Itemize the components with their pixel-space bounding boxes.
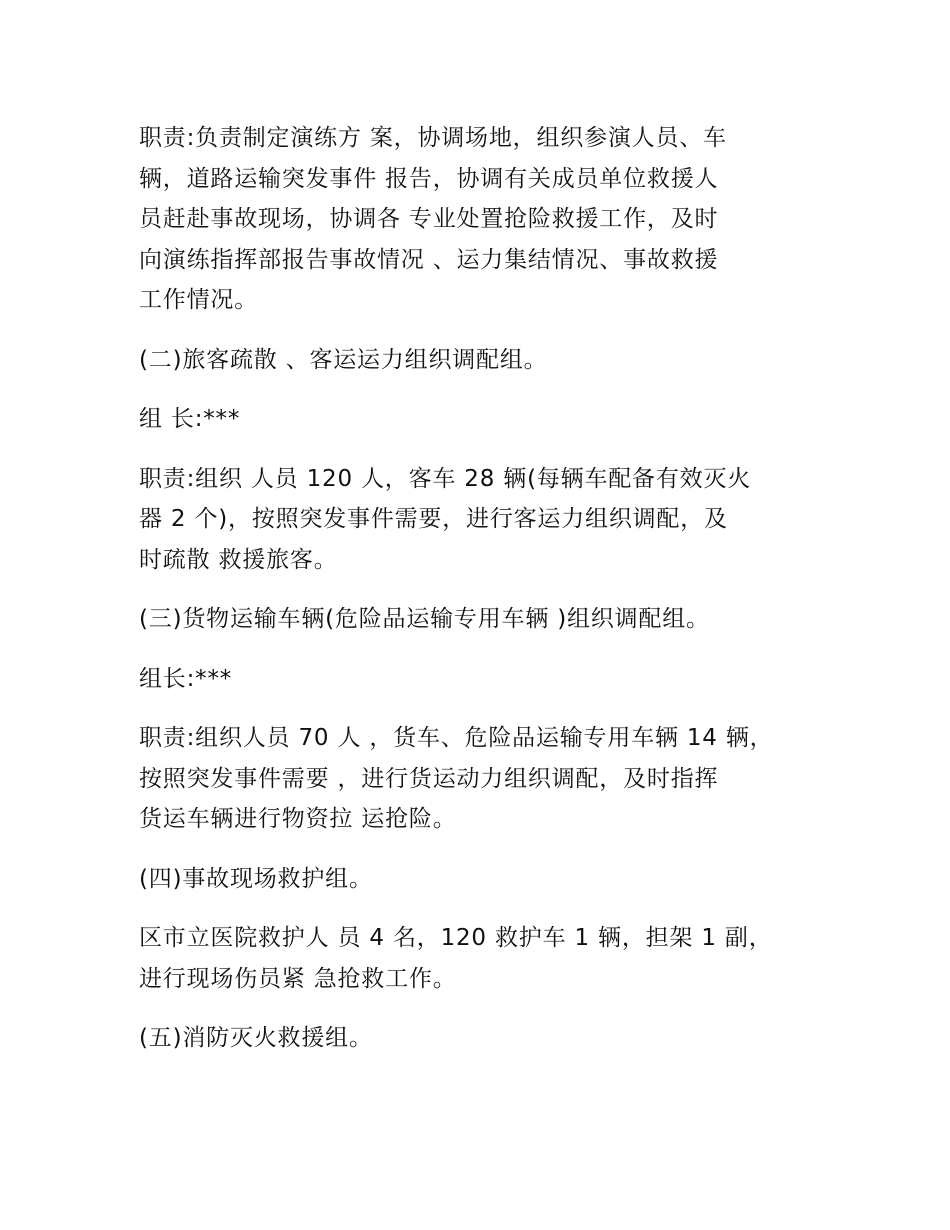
text-line: 组长:*** (139, 665, 233, 692)
text-line: 职责:组织 人员 120 人，客车 28 辆(每辆车配备有效灭火 (139, 465, 752, 492)
paragraph-duties-cargo (139, 718, 839, 840)
text-line: 时疏散 救援旅客。 (139, 546, 338, 573)
text-line: 区市立医院救护人 员 4 名，120 救护车 1 辆，担架 1 副， (139, 925, 773, 951)
text-line: (三)货物运输车辆(危险品运输专用车辆 )组织调配组。 (139, 606, 710, 632)
section-heading-rescue-team (139, 859, 839, 900)
section-heading-fire-rescue (139, 1018, 839, 1059)
text-line: 进行现场伤员紧 急抢救工作。 (139, 965, 457, 992)
text-line: 组 长:*** (139, 406, 241, 432)
text-line: 按照突发事件需要 ，进行货运动力组织调配，及时指挥 (139, 765, 719, 792)
document-body (139, 118, 839, 1078)
text-line: 辆，道路运输突发事件 报告，协调有关成员单位救援人 (139, 165, 719, 192)
text-line: (五)消防灭火救援组。 (139, 1025, 373, 1051)
text-line: (四)事故现场救护组。 (139, 865, 373, 892)
text-line: (二)旅客疏散 、客运运力组织调配组。 (139, 346, 548, 373)
text-line: 向演练指挥部报告事故情况 、运力集结情况、事故救援 (139, 246, 719, 273)
text-line: 器 2 个)，按照突发事件需要，进行客运力组织调配，及 (139, 506, 728, 532)
section-heading-cargo-vehicles (139, 599, 839, 640)
paragraph-duties-command (139, 118, 839, 321)
paragraph-duties-passenger (139, 459, 839, 581)
text-line: 职责:组织人员 70 人 ，货车、危险品运输专用车辆 14 辆， (139, 725, 774, 751)
paragraph-rescue-details (139, 918, 839, 999)
section-heading-passenger-evacuation (139, 340, 839, 381)
group-leader-cargo (139, 659, 839, 700)
text-line: 工作情况。 (139, 287, 258, 313)
text-line: 职责:负责制定演练方 案，协调场地，组织参演人员、车 (139, 125, 727, 151)
group-leader-passenger (139, 399, 839, 440)
text-line: 货运车辆进行物资拉 运抢险。 (139, 806, 457, 832)
text-line: 员赶赴事故现场，协调各 专业处置抢险救援工作，及时 (139, 206, 719, 232)
